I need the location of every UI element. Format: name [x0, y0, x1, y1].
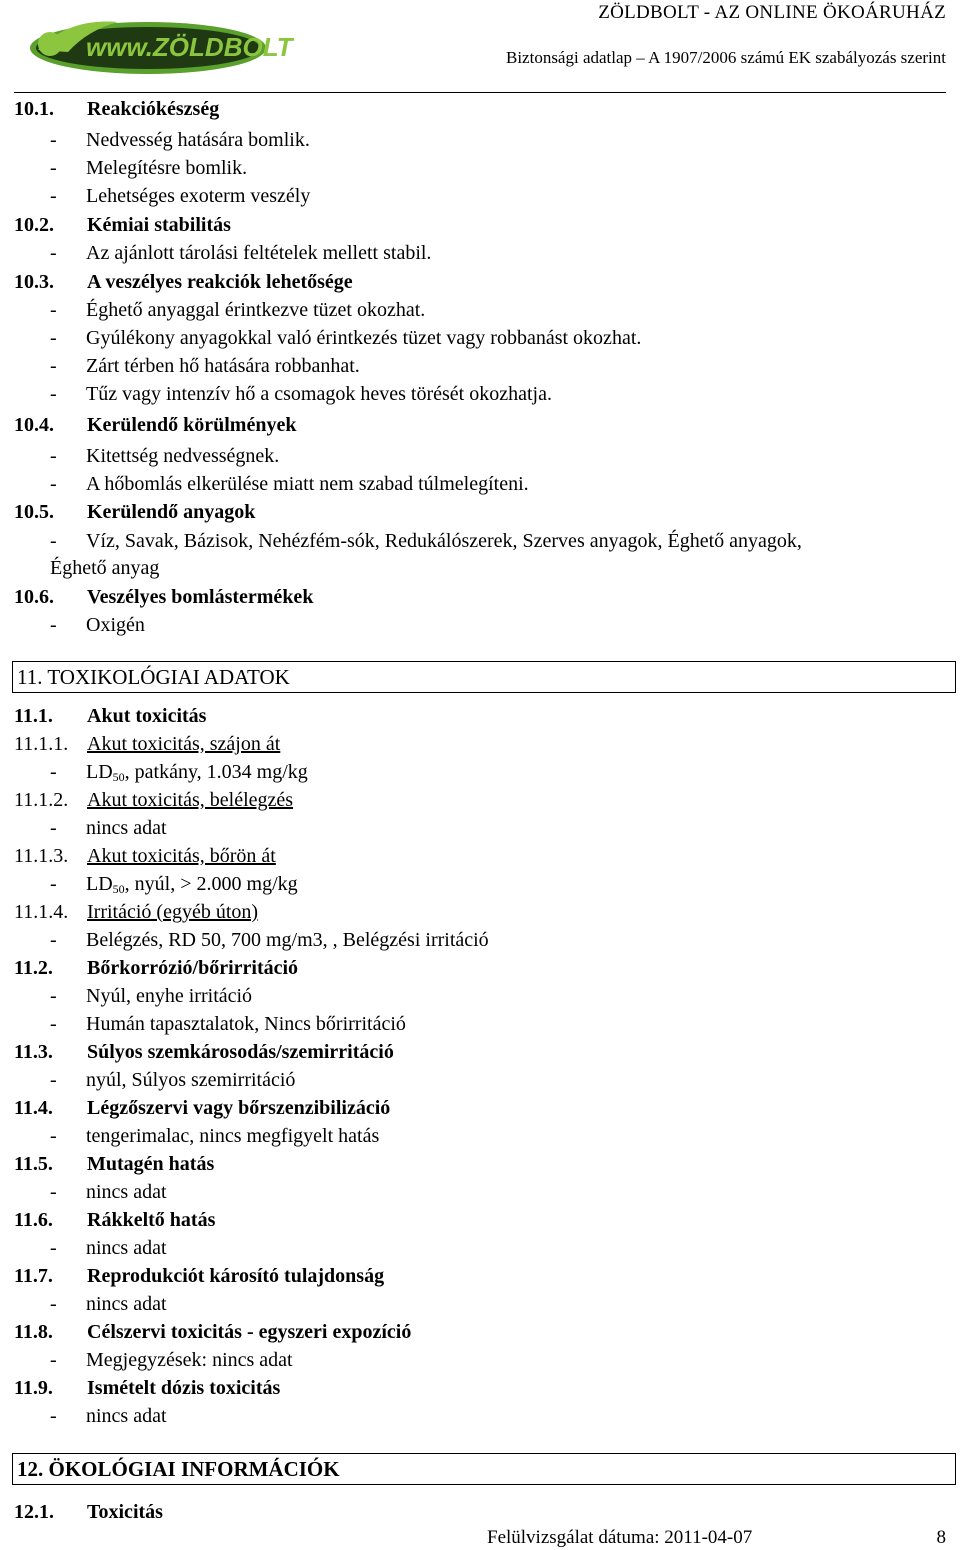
heading-11-1-4: 11.1.4. Irritáció (egyéb úton) — [14, 901, 259, 923]
store-title: ZÖLDBOLT - AZ ONLINE ÖKOÁRUHÁZ — [598, 2, 946, 23]
heading-11-9: 11.9. Ismételt dózis toxicitás — [14, 1377, 281, 1399]
list-item: - Nedvesség hatására bomlik. — [50, 129, 310, 151]
heading-11-6: 11.6. Rákkeltő hatás — [14, 1209, 216, 1231]
document-subtitle: Biztonsági adatlap – A 1907/2006 számú EK szabályozás szerint — [505, 48, 946, 67]
heading-11-8: 11.8. Célszervi toxicitás - egyszeri expozíció — [14, 1321, 412, 1343]
section-title-12: 12. ÖKOLÓGIAI INFORMÁCIÓK — [12, 1453, 956, 1485]
page-number: 8 — [936, 1527, 946, 1548]
heading-10-3: 10.3. A veszélyes reakciók lehetősége — [14, 271, 353, 293]
heading-11-1-3: 11.1.3. Akut toxicitás, bőrön át — [14, 845, 276, 867]
list-item: - $LD_{50}$, nyúl, > 2.000 mg/kg — [50, 873, 298, 896]
list-item: - Gyúlékony anyagokkal való érintkezés tüzet vagy robbanást okozhat. — [50, 327, 642, 349]
list-item: - Megjegyzések: nincs adat — [50, 1349, 293, 1371]
list-item: - Zárt térben hő hatására robbanhat. — [50, 355, 360, 377]
list-item: - nincs adat — [50, 1405, 167, 1427]
list-item: - Nyúl, enyhe irritáció — [50, 985, 253, 1007]
list-item: - nincs adat — [50, 817, 167, 839]
heading-10-5: 10.5. Kerülendő anyagok — [14, 501, 256, 523]
list-item: - $LD_{50}$, patkány, 1.034 mg/kg — [50, 761, 308, 784]
list-item: - nincs adat — [50, 1237, 167, 1259]
list-item: - Melegítésre bomlik. — [50, 157, 248, 179]
zoldbolt-logo — [28, 0, 317, 90]
list-item: - Oxigén — [50, 614, 145, 636]
heading-12-1: 12.1. Toxicitás — [14, 1501, 163, 1523]
list-item: - Humán tapasztalatok, Nincs bőrirritáció — [50, 1013, 406, 1035]
list-item: - nincs adat — [50, 1181, 167, 1203]
list-item: - Víz, Savak, Bázisok, Nehézfém-sók, Redukálószerek, Szerves anyagok, Éghető anyagok, — [50, 530, 802, 552]
heading-11-5: 11.5. Mutagén hatás — [14, 1153, 215, 1175]
list-item: - nincs adat — [50, 1293, 167, 1315]
heading-11-1: 11.1. Akut toxicitás — [14, 705, 207, 727]
header-divider — [14, 92, 946, 93]
heading-11-4: 11.4. Légzőszervi vagy bőrszenzibilizáció — [14, 1097, 391, 1119]
heading-11-3: 11.3. Súlyos szemkárosodás/szemirritáció — [14, 1041, 394, 1063]
section-title-11: 11. TOXIKOLÓGIAI ADATOK — [12, 661, 956, 693]
list-item: - Tűz vagy intenzív hő a csomagok heves törését okozhatja. — [50, 383, 552, 405]
heading-11-1-1: 11.1.1. Akut toxicitás, szájon át — [14, 733, 281, 755]
list-item: - Az ajánlott tárolási feltételek mellett stabil. — [50, 242, 432, 264]
heading-11-1-2: 11.1.2. Akut toxicitás, belélegzés — [14, 789, 294, 811]
heading-10-6: 10.6. Veszélyes bomlástermékek — [14, 586, 314, 608]
list-item: - Éghető anyaggal érintkezve tüzet okozhat. — [50, 299, 426, 321]
svg-text:www.ZÖLDBOLT.hu: www.ZÖLDBOLT.hu — [86, 32, 317, 62]
list-item: - Lehetséges exoterm veszély — [50, 185, 311, 207]
list-item-continued: Éghető anyag — [50, 557, 160, 579]
list-item — [14, 128, 50, 152]
list-item: - tengerimalac, nincs megfigyelt hatás — [50, 1125, 380, 1147]
heading-10-1: 10.1. Reakciókészség — [14, 98, 220, 120]
list-item: - A hőbomlás elkerülése miatt nem szabad túlmelegíteni. — [50, 473, 529, 495]
heading-10-4: 10.4. Kerülendő körülmények — [14, 414, 297, 436]
review-date: Felülvizsgálat dátuma: 2011-04-07 — [487, 1527, 753, 1548]
heading-11-2: 11.2. Bőrkorrózió/bőrirritáció — [14, 957, 299, 979]
list-item: - nyúl, Súlyos szemirritáció — [50, 1069, 296, 1091]
list-item: - Belégzés, RD 50, 700 mg/m3, , Belégzési irritáció — [50, 929, 489, 951]
list-item: - Kitettség nedvességnek. — [50, 445, 280, 467]
heading-10-2: 10.2. Kémiai stabilitás — [14, 214, 231, 236]
heading-11-7: 11.7. Reprodukciót károsító tulajdonság — [14, 1265, 385, 1287]
